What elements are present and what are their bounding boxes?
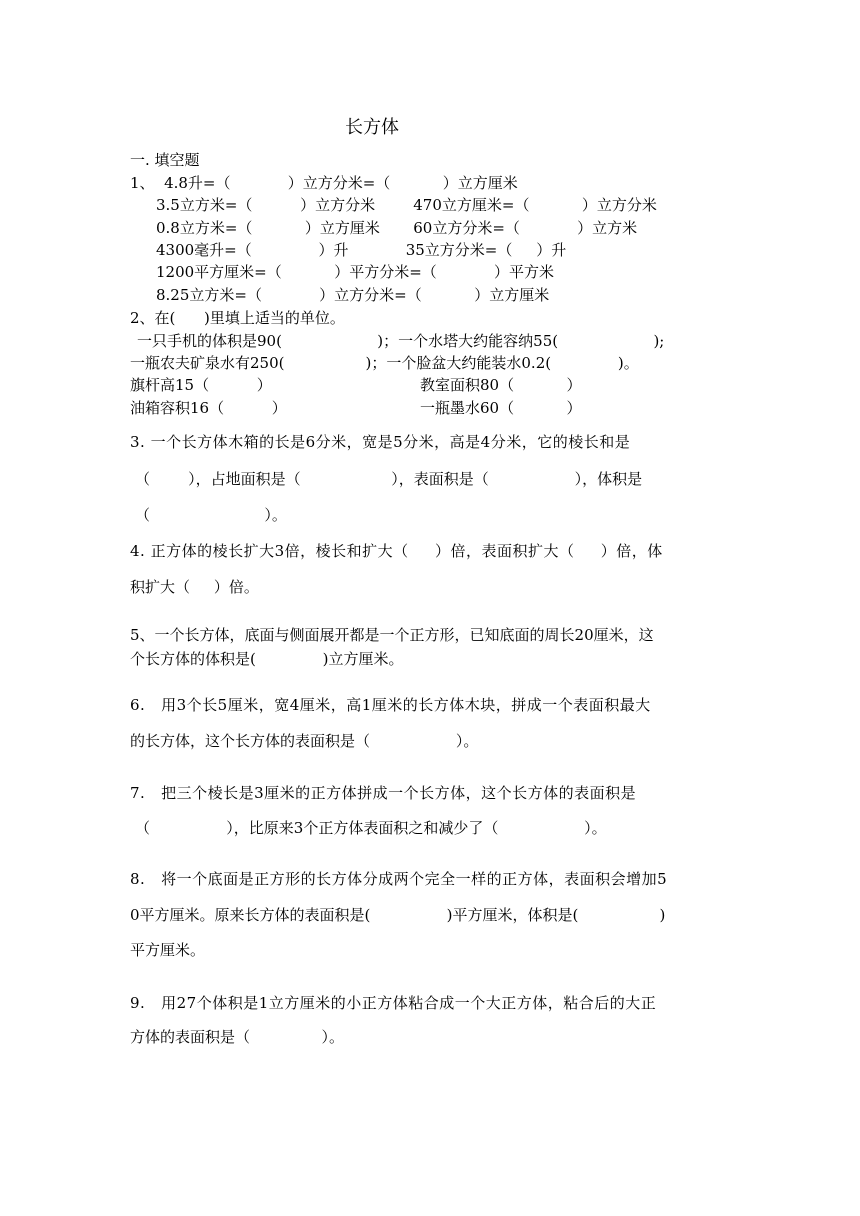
q6-line: 的长方体，这个长方体的表面积是（ ）。	[130, 732, 479, 750]
q2-item: 油箱容积16（ ）	[130, 399, 287, 417]
q8-line: 平方厘米。	[130, 941, 206, 959]
q9-line: 方体的表面积是（ ）。	[130, 1028, 345, 1046]
q1-line: 8.25立方米=（ ）立方分米=（ ）立方厘米	[156, 286, 550, 304]
q2-line: 一瓶农夫矿泉水有250( )；一个脸盆大约能装水0.2( )。	[130, 354, 639, 372]
q1-line: 1、 4.8升=（ ）立方分米=（ ）立方厘米	[130, 174, 518, 192]
q1-line: 0.8立方米=（ ）立方厘米 60立方分米=（ ）立方米	[156, 219, 638, 237]
q1-line: 1200平方厘米=（ ）平方分米=（ ）平方米	[156, 263, 554, 281]
section-heading: 一. 填空题	[130, 151, 200, 169]
q9-line: 9. 用27个体积是1立方厘米的小正方体粘合成一个大正方体，粘合后的大正	[130, 994, 657, 1012]
q4-line: 4. 正方体的棱长扩大3倍，棱长和扩大（ ）倍，表面积扩大（ ）倍，体	[130, 542, 663, 560]
q3-line: 3. 一个长方体木箱的长是6分米，宽是5分米，高是4分米，它的棱长和是	[130, 433, 631, 451]
q2-item: 一瓶墨水60（ ）	[420, 399, 582, 417]
q8-line: 8. 将一个底面是正方形的长方体分成两个完全一样的正方体，表面积会增加5	[130, 870, 668, 888]
q7-line: 7. 把三个棱长是3厘米的正方体拼成一个长方体，这个长方体的表面积是	[130, 784, 637, 802]
q4-line: 积扩大（ ）倍。	[130, 578, 259, 596]
page-title: 长方体	[345, 117, 399, 138]
q2-item: 教室面积80（ ）	[420, 376, 582, 394]
q1-line: 3.5立方米=（ ）立方分米 470立方厘米=（ ）立方分米	[156, 196, 657, 214]
q3-line: （ ），占地面积是（ ），表面积是（ ），体积是	[135, 470, 643, 488]
q2-title: 2、在( )里填上适当的单位。	[130, 309, 345, 327]
q1-line: 4300毫升=（ ）升 35立方分米=（ ）升	[156, 241, 567, 259]
q8-line: 0平方厘米。原来长方体的表面积是( )平方厘米，体积是( )	[130, 906, 666, 924]
q6-line: 6. 用3个长5厘米，宽4厘米，高1厘米的长方体木块，拼成一个表面积最大	[130, 696, 651, 714]
q3-line: （ ）。	[135, 506, 287, 524]
q5-line: 个长方体的体积是( )立方厘米。	[130, 650, 404, 668]
q5-line: 5、一个长方体，底面与侧面展开都是一个正方形，已知底面的周长20厘米，这	[130, 626, 654, 644]
q2-line: 一只手机的体积是90( )；一个水塔大约能容纳55( );	[137, 332, 665, 350]
q2-item: 旗杆高15（ ）	[130, 376, 272, 394]
q7-line: （ ），比原来3个正方体表面积之和减少了（ ）。	[135, 819, 607, 837]
